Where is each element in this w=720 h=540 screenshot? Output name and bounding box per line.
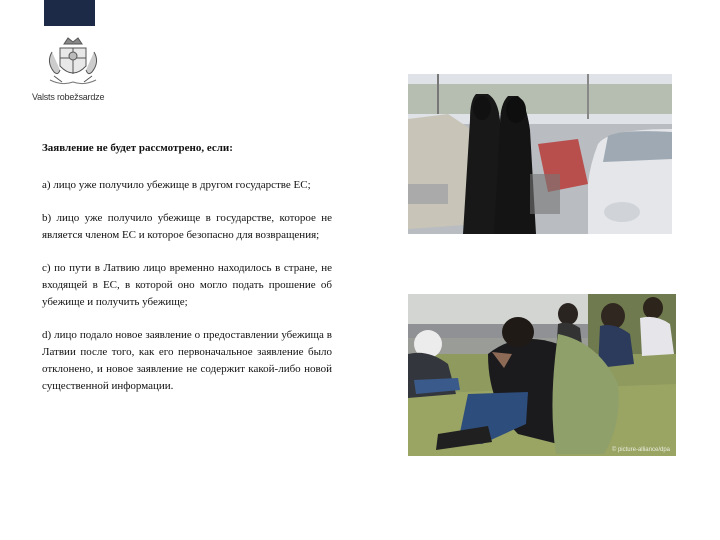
- condition-item-c: c) по пути в Латвию лицо временно находилось в стране, не входящей в ЕС, в которой оно могло подать прошение об убежище и получить убежище;: [42, 262, 332, 308]
- logo-text: Valsts robežsardze: [32, 92, 105, 102]
- condition-item-d: d) лицо подало новое заявление о предоставлении убежища в Латвии после того, как его первоначальное заявление было отклонено, и новое заявление не содержит какой-либо новой существенной информации.: [42, 329, 332, 392]
- photo-group-resting-on-grass: [408, 294, 676, 456]
- photo-women-near-cars: [408, 74, 672, 234]
- coat-of-arms-icon: [42, 36, 104, 90]
- condition-item-a: a) лицо уже получило убежище в другом государстве ЕС;: [42, 179, 311, 191]
- section-heading: Заявление не будет рассмотрено, если:: [42, 142, 233, 154]
- main-text-block: [42, 140, 332, 411]
- state-border-guard-logo: [32, 36, 112, 108]
- photo-watermark: © picture-alliance/dpa: [611, 447, 670, 453]
- condition-item-b: b) лицо уже получило убежище в государстве, которое не является членом ЕС и которое безопасно для возвращения;: [42, 212, 332, 241]
- top-accent-bar: [44, 0, 95, 26]
